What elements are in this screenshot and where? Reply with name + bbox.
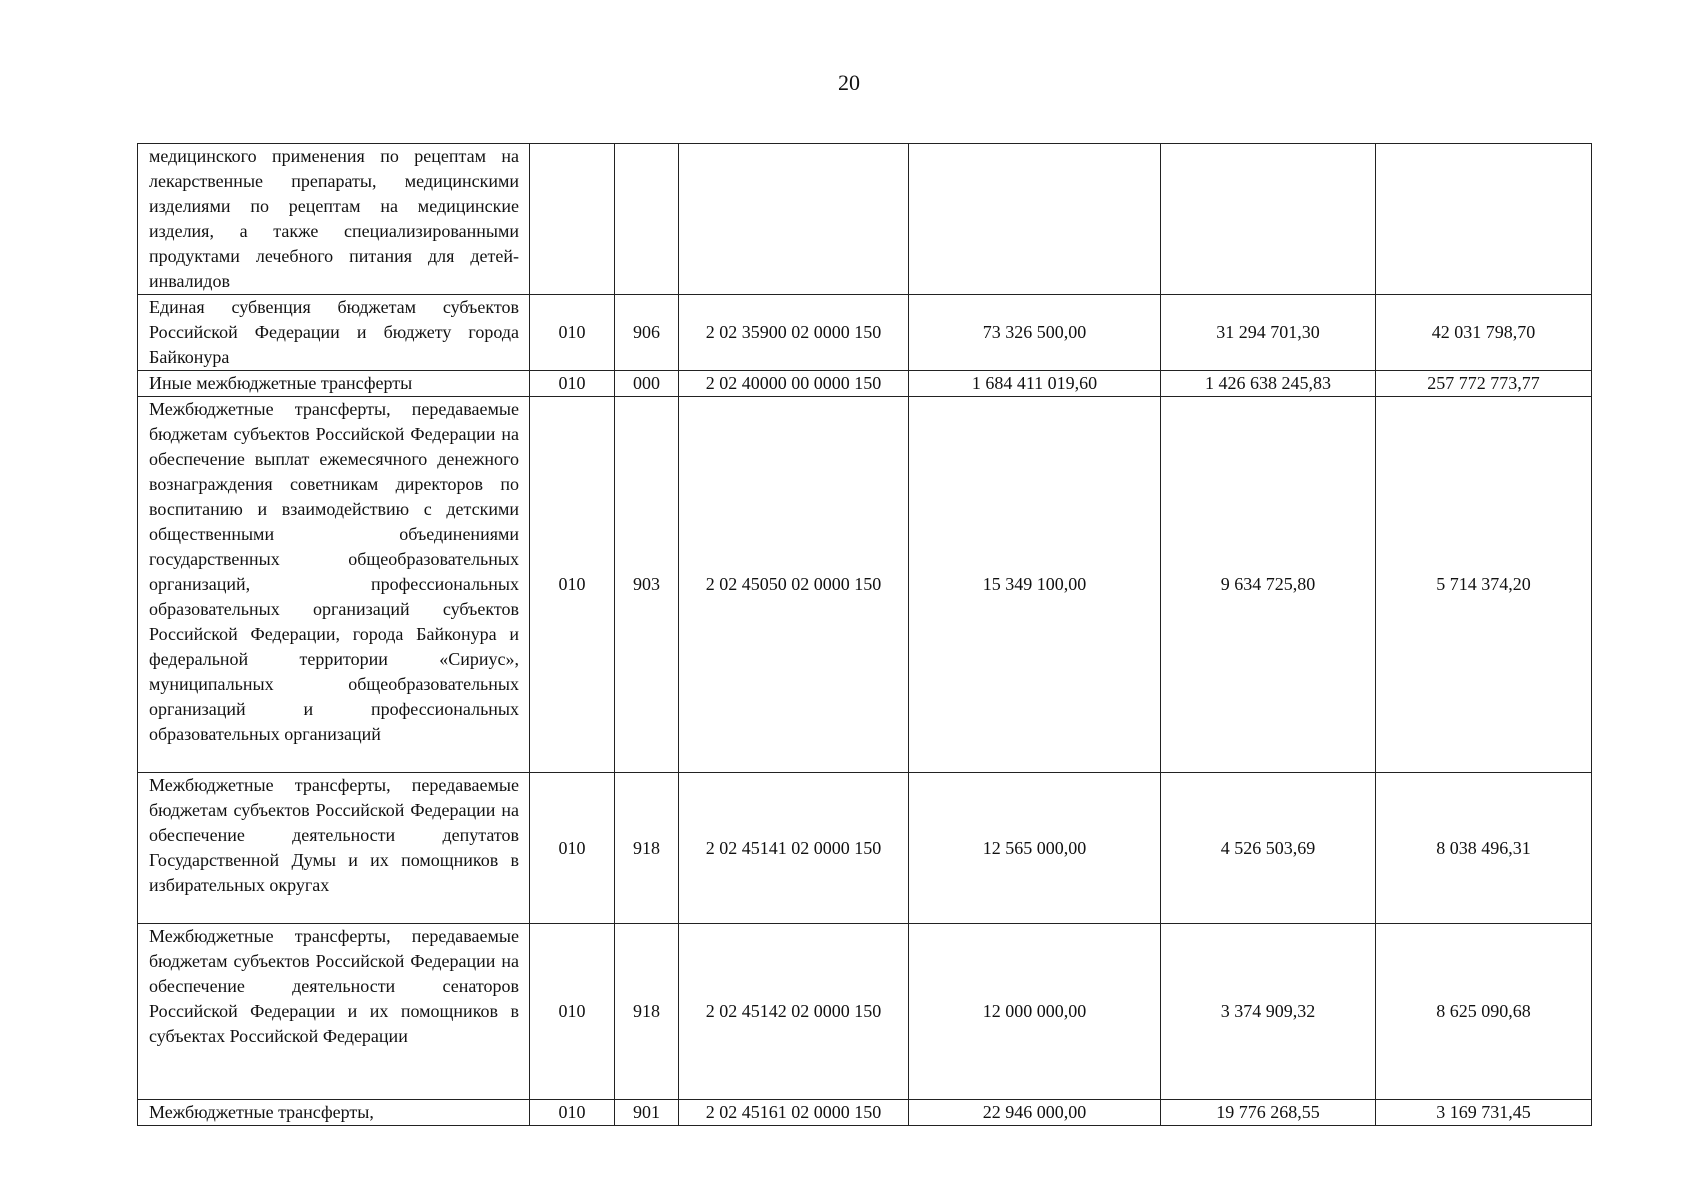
- row-name: Межбюджетные трансферты, передаваемые бюджетам субъектов Российской Федерации на обеспечение деятельности сенаторов Российской Федерации и их помощников в субъектах Российской Федерации: [138, 924, 530, 1100]
- row-code: 010: [530, 1100, 615, 1126]
- row-remaining-amount: [1376, 144, 1592, 295]
- table-row: [138, 371, 1592, 397]
- row-budget-classification-code: 2 02 45141 02 0000 150: [679, 773, 909, 924]
- row-admin-code: 906: [615, 295, 679, 371]
- row-approved-amount: 73 326 500,00: [909, 295, 1161, 371]
- row-name: Межбюджетные трансферты, передаваемые бюджетам субъектов Российской Федерации на обеспечение деятельности депутатов Государственной Думы и их помощников в избирательных округах: [138, 773, 530, 924]
- row-budget-classification-code: 2 02 35900 02 0000 150: [679, 295, 909, 371]
- row-name: Иные межбюджетные трансферты: [138, 371, 530, 397]
- row-admin-code: 903: [615, 397, 679, 773]
- row-executed-amount: 1 426 638 245,83: [1161, 371, 1376, 397]
- row-admin-code: 918: [615, 924, 679, 1100]
- row-remaining-amount: 5 714 374,20: [1376, 397, 1592, 773]
- page-number: 20: [838, 70, 860, 95]
- row-executed-amount: 4 526 503,69: [1161, 773, 1376, 924]
- row-remaining-amount: 3 169 731,45: [1376, 1100, 1592, 1126]
- row-code: 010: [530, 924, 615, 1100]
- row-budget-classification-code: 2 02 45161 02 0000 150: [679, 1100, 909, 1126]
- row-code: 010: [530, 371, 615, 397]
- row-name: Единая субвенция бюджетам субъектов Российской Федерации и бюджету города Байконура: [138, 295, 530, 371]
- row-name: Межбюджетные трансферты, передаваемые бюджетам субъектов Российской Федерации на обеспечение выплат ежемесячного денежного вознаграждения советникам директоров по воспитанию и взаимодействию с детскими общественными объединениями государственных общеобразовательных организаций, профессиональных образовательных организаций субъектов Российской Федерации, города Байконура и федеральной территории «Сириус», муниципальных общеобразовательных организаций и профессиональных образовательных организаций: [138, 397, 530, 773]
- row-code: 010: [530, 397, 615, 773]
- table-row: [138, 397, 1592, 773]
- row-executed-amount: 9 634 725,80: [1161, 397, 1376, 773]
- table-row: [138, 295, 1592, 371]
- row-admin-code: 901: [615, 1100, 679, 1126]
- row-code: 010: [530, 295, 615, 371]
- row-executed-amount: 3 374 909,32: [1161, 924, 1376, 1100]
- row-name: Межбюджетные трансферты,: [138, 1100, 530, 1126]
- row-approved-amount: 1 684 411 019,60: [909, 371, 1161, 397]
- row-admin-code: 000: [615, 371, 679, 397]
- row-remaining-amount: 42 031 798,70: [1376, 295, 1592, 371]
- row-executed-amount: 31 294 701,30: [1161, 295, 1376, 371]
- row-budget-classification-code: 2 02 45050 02 0000 150: [679, 397, 909, 773]
- table-row: [138, 1100, 1592, 1126]
- table-row: [138, 144, 1592, 295]
- row-executed-amount: [1161, 144, 1376, 295]
- row-admin-code: [615, 144, 679, 295]
- row-budget-classification-code: [679, 144, 909, 295]
- row-approved-amount: [909, 144, 1161, 295]
- row-remaining-amount: 8 038 496,31: [1376, 773, 1592, 924]
- row-approved-amount: 15 349 100,00: [909, 397, 1161, 773]
- row-remaining-amount: 257 772 773,77: [1376, 371, 1592, 397]
- row-executed-amount: 19 776 268,55: [1161, 1100, 1376, 1126]
- row-code: 010: [530, 773, 615, 924]
- table-row: [138, 773, 1592, 924]
- row-admin-code: 918: [615, 773, 679, 924]
- row-code: [530, 144, 615, 295]
- row-approved-amount: 12 565 000,00: [909, 773, 1161, 924]
- row-budget-classification-code: 2 02 45142 02 0000 150: [679, 924, 909, 1100]
- row-approved-amount: 12 000 000,00: [909, 924, 1161, 1100]
- row-name: медицинского применения по рецептам на лекарственные препараты, медицинскими изделиями по рецептам на медицинские изделия, а также специализированными продуктами лечебного питания для детей-инвалидов: [138, 144, 530, 295]
- row-approved-amount: 22 946 000,00: [909, 1100, 1161, 1126]
- row-budget-classification-code: 2 02 40000 00 0000 150: [679, 371, 909, 397]
- budget-table: [137, 143, 1592, 1126]
- row-remaining-amount: 8 625 090,68: [1376, 924, 1592, 1100]
- table-row: [138, 924, 1592, 1100]
